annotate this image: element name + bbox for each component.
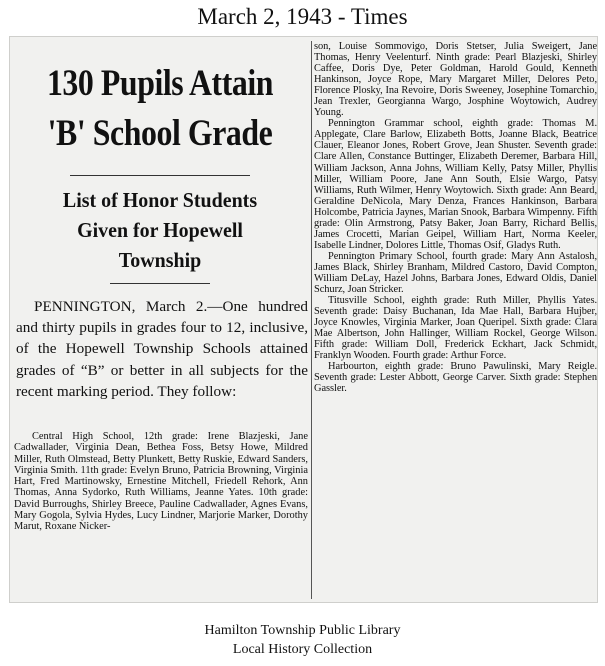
honor-list-paragraph: son, Louise Sommovigo, Doris Stetser, Julia Sweigert, Jane Thomas, Henry Veelenturf. Ninth grade: Pearl Blazjeski, Shirley Caffee, Doris Dye, Peter Goldman, Harold Gould, Kenneth Hankinson, Joyce Rope, Mary Margaret Miller, Delores Peto, Florence Plosky, Ina Revoire, Doris Sweeney, Josephine Tomarchio, Jean Trexler, Georgianna Wargo, Josphine Woytowich, Audrey Young. <box>314 41 597 119</box>
honor-list-paragraph: Pennington Primary School, fourth grade: Mary Ann Astalosh, James Black, Shirley Branham, Mildred Castoro, David Compton, William DeLay, Hazel Johns, Barbara Jones, Edward Oldis, Daniel Schurz, Joan Stricker. <box>314 250 597 296</box>
column-divider <box>311 41 312 599</box>
left-column <box>10 37 310 602</box>
subhead-divider <box>110 283 210 284</box>
honor-list-paragraph: Titusville School, eighth grade: Ruth Miller, Phyllis Yates. Seventh grade: Daisy Buchanan, Ida Mae Hall, Barbara Hujber, Joyce Knowles, Virginia Marker, Joan Queripel. Sixth grade: Clara Mae Albertson, John Hallinger, William Rockel, George Wilson. Fifth grade: William Doll, Frederick Eckhart, Jack Schmidt, Franklyn Wooden. Fourth grade: Arthur Force. <box>314 295 597 362</box>
honor-list-paragraph: Harbourton, eighth grade: Bruno Pawulinski, Mary Reigle. Seventh grade: Lester Abbott, George Carver. Sixth grade: Stephen Gassler. <box>314 361 597 395</box>
footer-collection-name: Local History Collection <box>232 642 373 657</box>
newspaper-clipping <box>9 36 598 603</box>
article-lead: PENNINGTON, March 2.—One hundred and thirty pupils in grades four to 12, inclusive, of the Hopewell Township Schools attained grades of “B” or better in all subjects for the recent marking period. They follow: <box>16 298 308 400</box>
central-high-list: Central High School, 12th grade: Irene Blazjeski, Jane Cadwallader, Virginia Dean, Bethea Foss, Betsy Howe, Mildred Miller, Ruth Olmstead, Betty Plunkett, Betty Ruskie, Edward Sanders, Virginia Smith. 11th grade: Evelyn Bruno, Patricia Browning, Virginia Hart, Fred Martinowsky, Ernestine Mitchell, Friedell Rehork, Ann Thomas, Anna Sydorko, Ruth Williams, Jeanne Yates. 10th grade: David Burroughs, Shirley Breece, Pauline Cadwallader, Agnes Evans, Mary Gogola, Sylvia Hydes, Lucy Lindner, Marjorie Marker, Dorothy Marut, Roxane Nicker- <box>14 431 308 533</box>
headline-line-2: 'B' School Grade <box>47 113 273 154</box>
subhead-line-1: List of Honor Students <box>62 188 258 212</box>
right-column <box>314 41 597 601</box>
subhead-line-3: Township <box>118 248 202 272</box>
page-title: March 2, 1943 - Times <box>197 4 408 29</box>
honor-list-paragraph: Pennington Grammar school, eighth grade: Thomas M. Applegate, Clare Barlow, Elizabeth Botts, Joanne Black, Beatrice Clauer, Eleanor Jones, Robert Grove, Jean Shuster. Seventh grade: Clare Allen, Constance Buttinger, Elizabeth Deremer, Barbara Hill, William Jackson, Anna Johns, William Kelly, Patsy Miller, Phyllis Miller, William Poore, Jane Ann South, Elsie Wargo, Patsy Williams, Ruth Wilmer, Henry Woytowich. Sixth grade: Ann Beard, Geraldine DeNicola, Mary Denza, Frances Hankinson, Barbara Holcombe, Patricia Jaynes, Marian Snook, Barbara Wimpenny. Fifth grade: Olin Armstrong, Patsy Baker, Joan Barry, Richard Bellis, James Crocetti, Marian Geipel, William Hart, Norma Keeler, Isabelle Lindner, Dolores Little, Thomas Osif, Gladys Ruth. <box>314 118 597 251</box>
subhead-line-2: Given for Hopewell <box>77 218 243 242</box>
headline-line-1: 130 Pupils Attain <box>46 63 274 104</box>
headline-divider <box>70 175 250 176</box>
footer-library-name: Hamilton Township Public Library <box>204 623 401 638</box>
